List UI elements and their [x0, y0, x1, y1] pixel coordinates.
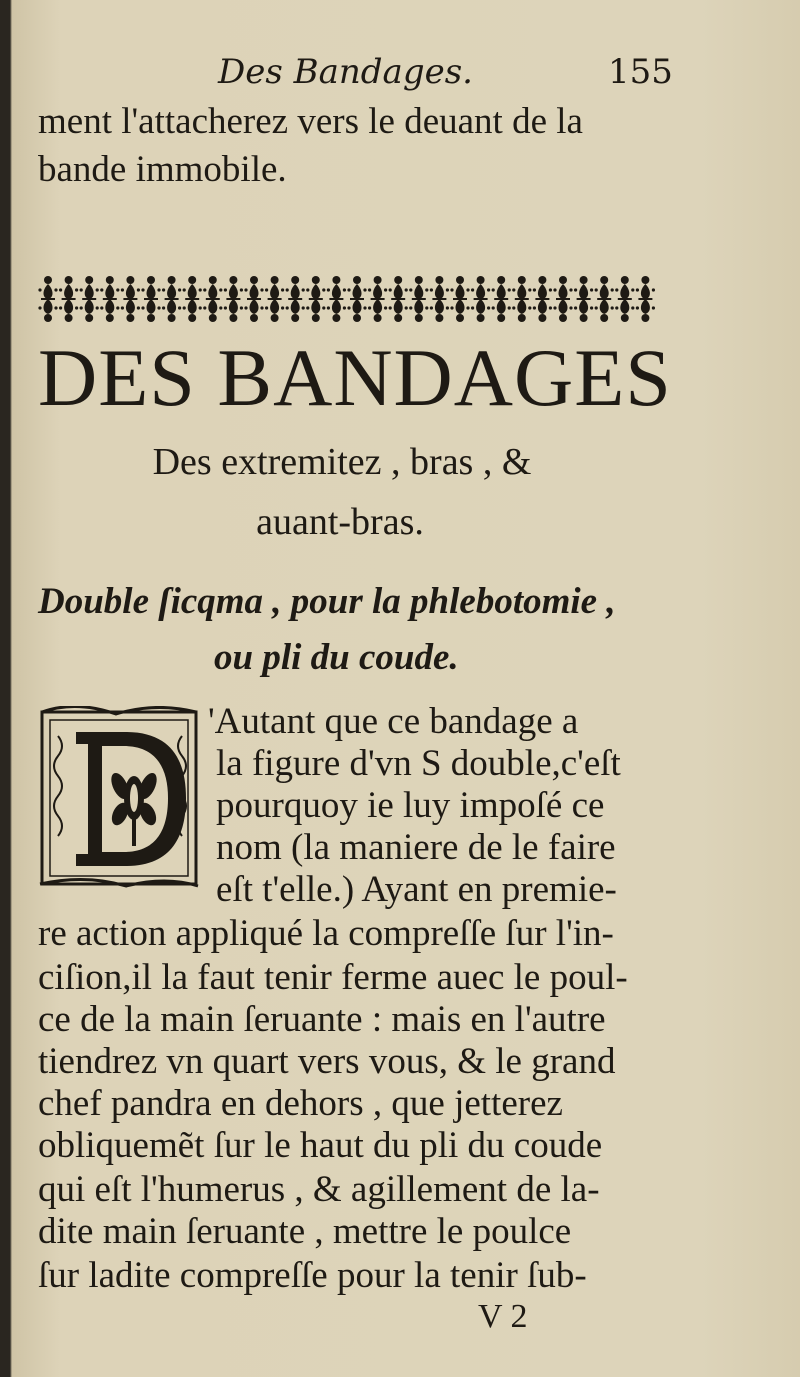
body-text-line: tiendrez vn quart vers vous, & le grand	[38, 1041, 616, 1082]
body-text-line: obliquemẽt ſur le haut du pli du coude	[38, 1125, 603, 1166]
body-text-line: nom (la maniere de le faire	[216, 827, 616, 868]
body-text-line: ce de la main ſeruante : mais en l'autre	[38, 999, 606, 1040]
intro-line: bande immobile.	[38, 149, 287, 190]
running-title: Des Bandages.	[218, 52, 473, 92]
body-text-line: chef pandra en dehors , que jetterez	[38, 1083, 563, 1124]
body-text-line: ſur ladite compreſſe pour la tenir ſub-	[38, 1255, 587, 1296]
chapter-title: DES BANDAGES	[38, 332, 672, 423]
page-number: 155	[608, 52, 673, 92]
body-text-line: la figure d'vn S double,c'eſt	[216, 743, 621, 784]
body-text-line: ciſion,il la faut tenir ferme auec le poul-	[38, 957, 628, 998]
fleuron-band-ornament-icon	[36, 266, 656, 324]
body-text-line: pourquoy ie luy impoſé ce	[216, 785, 605, 826]
chapter-subtitle-line: Des extremitez , bras , &	[152, 441, 532, 483]
section-heading: ou pli du coude.	[214, 637, 459, 678]
body-text-line: dite main ſeruante , mettre le poulce	[38, 1211, 572, 1252]
section-heading: Double ſicqma , pour la phlebotomie ,	[38, 581, 616, 622]
body-text-line: re action appliqué la compreſſe ſur l'in-	[38, 913, 614, 954]
running-head	[0, 52, 800, 98]
intro-line: ment l'attacherez vers le deuant de la	[38, 101, 583, 142]
decorated-initial-d-icon	[36, 706, 202, 892]
body-text-line: eſt t'elle.) Ayant en premie-	[216, 869, 617, 910]
catchword: V 2	[478, 1298, 528, 1335]
body-text-line: 'Autant que ce bandage a	[208, 701, 579, 742]
body-text-line: qui eſt l'humerus , & agillement de la-	[38, 1169, 600, 1210]
chapter-subtitle-line: auant-bras.	[256, 501, 424, 543]
